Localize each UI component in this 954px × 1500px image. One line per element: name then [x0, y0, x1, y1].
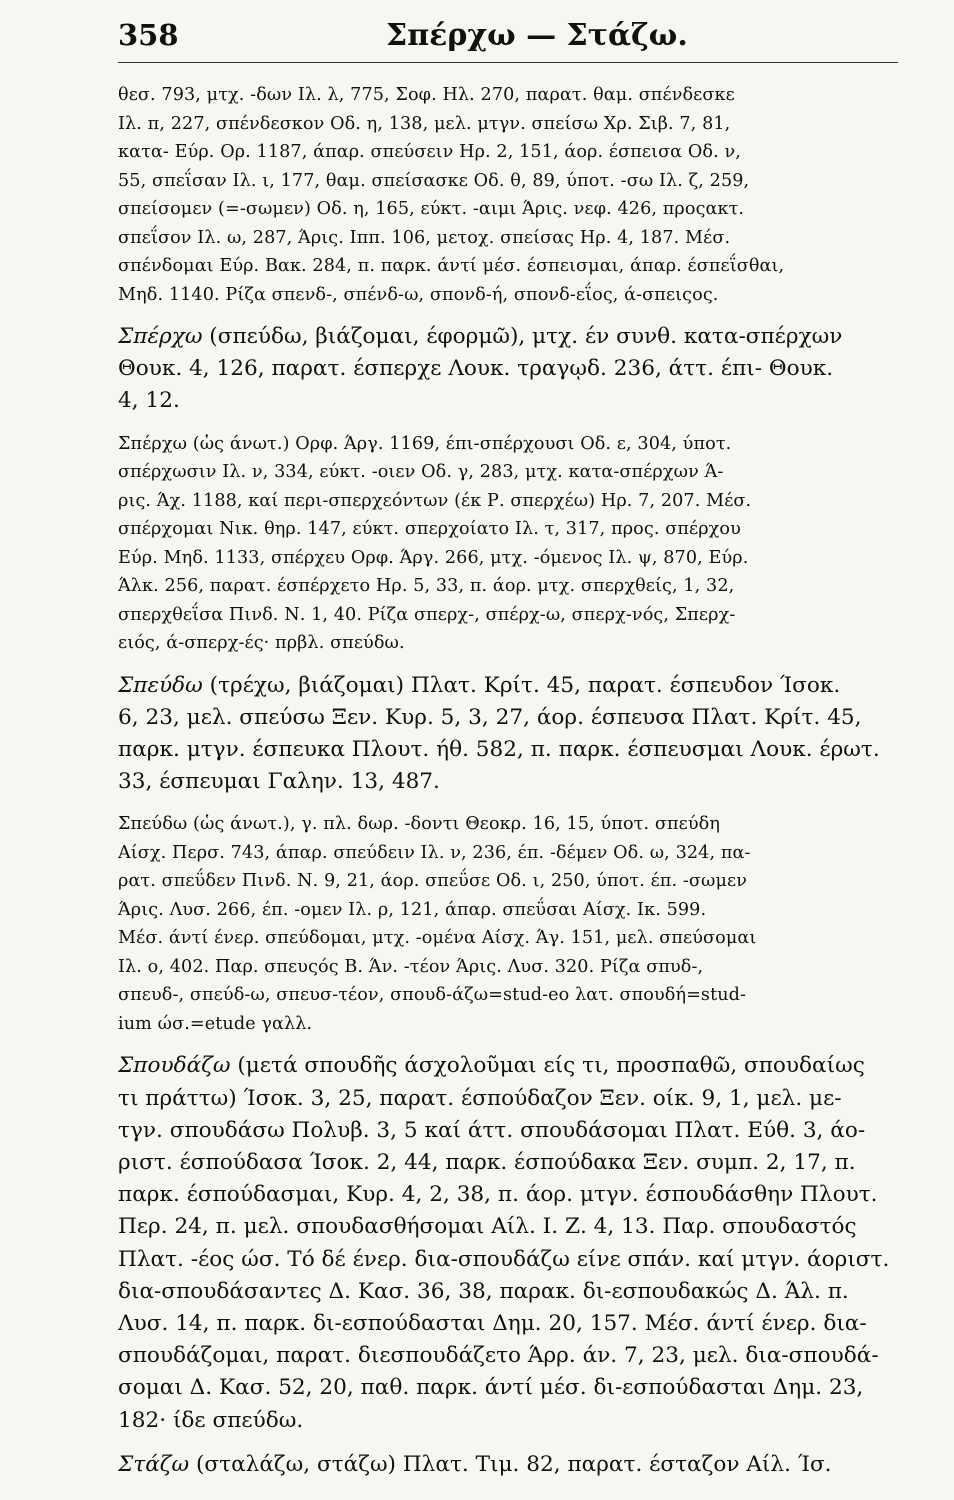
text-line: 33, έσπευμαι Γαλην. 13, 487.: [118, 769, 440, 795]
text-line: παρκ. έσπούδασμαι, Κυρ. 4, 2, 38, π. άορ. μτγν. έσπουδάσθην Πλουτ.: [118, 1182, 878, 1208]
text-line: κατα- Εύρ. Ορ. 1187, άπαρ. σπεύσειν Ηρ. 2, 151, άορ. έσπεισα Οδ. ν,: [118, 142, 741, 162]
text-line: σπερχθεΐσα Πινδ. Ν. 1, 40. Ρίζα σπερχ-, σπέρχ-ω, σπερχ-νός, Σπερχ-: [118, 604, 736, 625]
entry-first-line: [118, 321, 898, 353]
text-line: Αίσχ. Περσ. 743, άπαρ. σπεύδειν Ιλ. ν, 236, έπ. -δέμεν Οδ. ω, 324, πα-: [118, 842, 751, 863]
headword: Στάζω: [118, 1451, 190, 1477]
text-line: ρατ. σπεΰδεν Πινδ. Ν. 9, 21, άορ. σπεΰσε Οδ. ι, 250, ύποτ. έπ. -σωμεν: [118, 871, 747, 892]
running-title: Σπέρχω — Στάζω.: [386, 18, 688, 53]
text-line: ρις. Άχ. 1188, καί περι-σπερχεόντων (έκ Ρ. σπερχέω) Ηρ. 7, 207. Μέσ.: [118, 490, 752, 511]
text-line: Πλατ. -έος ώσ. Τό δέ ένερ. δια-σπουδάζω είνε σπάν. καί μτγν. άοριστ.: [118, 1246, 890, 1272]
headword: Σπεύδω: [118, 672, 203, 698]
text-line: Μέσ. άντί ένερ. σπεύδομαι, μτχ. -ομένα Αίσχ. Άγ. 151, μελ. σπεύσομαι: [118, 928, 757, 949]
text-line: ριστ. έσπούδασα Ίσοκ. 2, 44, παρκ. έσπούδακα Ξεν. συμπ. 2, 17, π.: [118, 1150, 856, 1176]
text-line: σομαι Δ. Κασ. 52, 20, παθ. παρκ. άντί μέσ. δι-εσπούδασται Δημ. 23,: [118, 1375, 864, 1401]
text-line: Λυσ. 14, π. παρκ. δι-εσπούδασται Δημ. 20, 157. Μέσ. άντί ένερ. δια-: [118, 1311, 867, 1337]
text-line: Σπεύδω (ὡς άνωτ.), γ. πλ. δωρ. -δοντι Θεοκρ. 16, 15, ύποτ. σπεύδη: [118, 814, 720, 835]
entry-first-line: [118, 1449, 898, 1481]
headword: Σπέρχω: [118, 324, 203, 349]
text-line: Μηδ. 1140. Ρίζα σπενδ-, σπένδ-ω, σπονδ-ή, σπονδ-εΐος, ά-σπειςος.: [118, 284, 719, 305]
entry-text: (σπεύδω, βιάζομαι, έφορμῶ), μτχ. έν συνθ. κατα-σπέρχων: [202, 324, 843, 349]
text-line: Άλκ. 256, παρατ. έσπέρχετο Ηρ. 5, 33, π. άορ. μτχ. σπερχθείς, 1, 32,: [118, 576, 735, 597]
entry-note: [118, 81, 898, 309]
text-line: Ιλ. ο, 402. Παρ. σπευςός Β. Άν. -τέον Άρις. Λυσ. 320. Ρίζα σπυδ-,: [118, 956, 704, 977]
entry-first-line: [118, 1050, 898, 1082]
text-line: 6, 23, μελ. σπεύσω Ξεν. Κυρ. 5, 3, 27, άορ. έσπευσα Πλατ. Κρίτ. 45,: [118, 704, 862, 730]
text-line: θεσ. 793, μτχ. -δων Ιλ. λ, 775, Σοφ. Ηλ. 270, παρατ. θαμ. σπένδεσκε: [118, 85, 735, 105]
text-line: τι πράττω) Ίσοκ. 3, 25, παρατ. έσπούδαζον Ξεν. οίκ. 9, 1, μελ. με-: [118, 1085, 842, 1111]
text-line: δια-σπουδάσαντες Δ. Κασ. 36, 38, παρακ. δι-εσπουδακώς Δ. Άλ. π.: [118, 1278, 849, 1304]
headword: Σπουδάζω: [118, 1053, 231, 1079]
entry-text: (τρέχω, βιάζομαι) Πλατ. Κρίτ. 45, παρατ. έσπευδον Ίσοκ.: [202, 672, 841, 698]
dictionary-entry: [118, 1449, 898, 1481]
text-line: Ιλ. π, 227, σπένδεσκον Οδ. η, 138, μελ. μτγν. σπείσω Χρ. Σιβ. 7, 81,: [118, 113, 731, 134]
dictionary-entry: [118, 321, 898, 418]
text-line: Εύρ. Μηδ. 1133, σπέρχευ Ορφ. Άργ. 266, μτχ. -όμενος Ιλ. ψ, 870, Εύρ.: [118, 547, 749, 568]
text-line: ειός, ά-σπερχ-ές· πρβλ. σπεύδω.: [118, 633, 405, 654]
entry-text: (σταλάζω, στάζω) Πλατ. Τιμ. 82, παρατ. έσταζον Αίλ. Ίσ.: [189, 1451, 832, 1477]
dictionary-entry: [118, 670, 898, 799]
text-line: Άρις. Λυσ. 266, έπ. -ομεν Ιλ. ρ, 121, άπαρ. σπεΰσαι Αίσχ. Ικ. 599.: [118, 899, 707, 920]
text-line: Σπέρχω (ὡς άνωτ.) Ορφ. Άργ. 1169, έπι-σπέρχουσι Οδ. ε, 304, ύποτ.: [118, 433, 732, 454]
text-line: σπείσομεν (=-σωμεν) Οδ. η, 165, εύκτ. -αιμι Άρις. νεφ. 426, προςακτ.: [118, 199, 745, 219]
text-line: 55, σπεΐσαν Ιλ. ι, 177, θαμ. σπείσασκε Οδ. θ, 89, ύποτ. -σω Ιλ. ζ, 259,: [118, 170, 750, 191]
page-body: [118, 81, 898, 1481]
entry-first-line: [118, 670, 898, 702]
text-line: 182· ίδε σπεύδω.: [118, 1407, 304, 1433]
text-line: παρκ. μτγν. έσπευκα Πλουτ. ήθ. 582, π. παρκ. έσπευσμαι Λουκ. έρωτ.: [118, 737, 880, 763]
text-line: σπευδ-, σπεύδ-ω, σπευσ-τέον, σπουδ-άζω=stud-eo λατ. σπουδή=stud-: [118, 985, 747, 1006]
text-line: σπεΐσον Ιλ. ω, 287, Άρις. Ιππ. 106, μετοχ. σπείσας Ηρ. 4, 187. Μέσ.: [118, 227, 731, 248]
text-line: σπένδομαι Εύρ. Βακ. 284, π. παρκ. άντί μέσ. έσπεισμαι, άπαρ. έσπεΐσθαι,: [118, 256, 785, 276]
text-line: 4, 12.: [118, 388, 180, 414]
text-line: σπέρχομαι Νικ. θηρ. 147, εύκτ. σπερχοίατο Ιλ. τ, 317, προς. σπέρχου: [118, 519, 741, 540]
page-number: 358: [118, 18, 179, 52]
page-header: [118, 18, 898, 63]
text-line: ium ώσ.=etude γαλλ.: [118, 1013, 313, 1034]
entry-note: [118, 430, 898, 658]
text-line: Περ. 24, π. μελ. σπουδασθήσομαι Αίλ. Ι. Ζ. 4, 13. Παρ. σπουδαστός: [118, 1214, 857, 1240]
text-line: σπουδάζομαι, παρατ. διεσπουδάζετο Άρρ. άν. 7, 23, μελ. δια-σπουδά-: [118, 1343, 879, 1369]
text-line: Θουκ. 4, 126, παρατ. έσπερχε Λουκ. τραγῳδ. 236, άττ. έπι- Θουκ.: [118, 356, 834, 382]
text-line: τγν. σπουδάσω Πολυβ. 3, 5 καί άττ. σπουδάσομαι Πλατ. Εύθ. 3, άο-: [118, 1117, 866, 1143]
text-line: σπέρχωσιν Ιλ. ν, 334, εύκτ. -οιεν Οδ. γ, 283, μτχ. κατα-σπέρχων Ά-: [118, 462, 724, 483]
entry-text: (μετά σπουδῆς άσχολοῦμαι είς τι, προσπαθῶ, σπουδαίως: [230, 1053, 865, 1079]
entry-note: [118, 810, 898, 1038]
dictionary-entry: [118, 1050, 898, 1436]
